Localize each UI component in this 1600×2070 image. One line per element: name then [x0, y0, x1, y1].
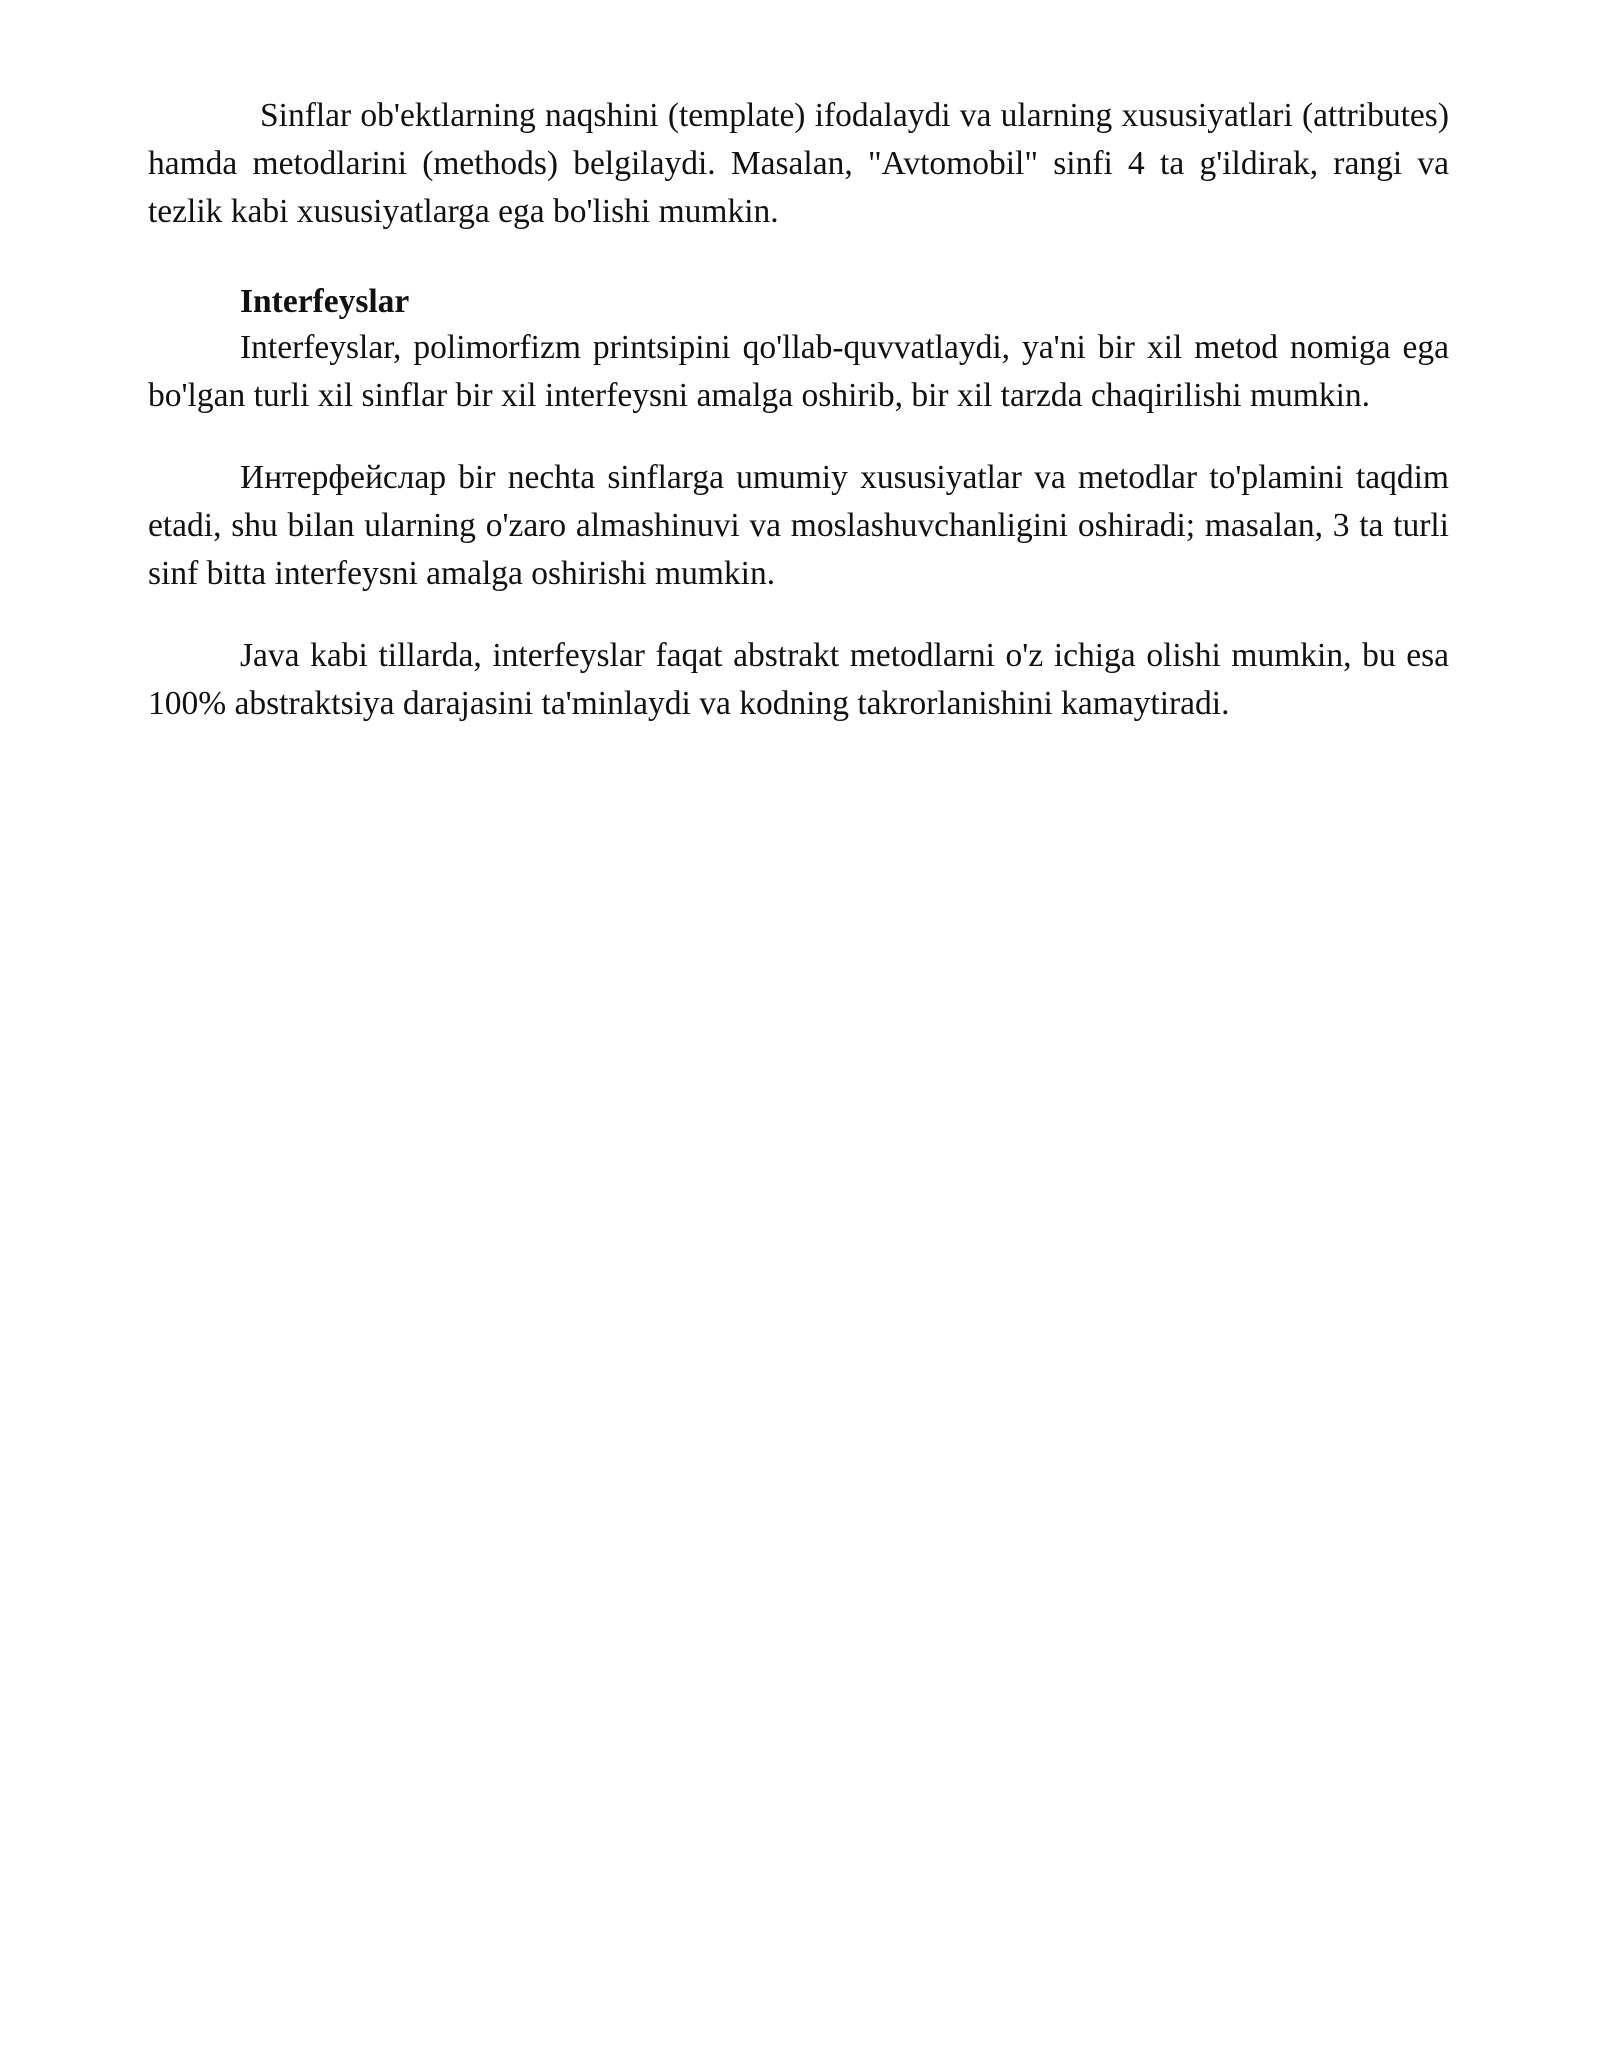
paragraph-interfaces-common: Интерфейслар bir nechta sinflarga umumiy xususiyatlar va metodlar to'plamini taqdim etadi, shu bilan ularning o'zaro almashinuvi va moslashuvchanligini oshiradi; masalan, 3 ta turli sinf bitta interfeysni amalga oshirishi mumkin.	[148, 459, 1449, 592]
paragraph-classes: Sinflar ob'ektlarning naqshini (template) ifodalaydi va ularning xususiyatlari (attributes) hamda metodlarini (methods) belgilaydi. Masalan, "Avtomobil" sinfi 4 ta g'ildirak, rangi va tezlik kabi xususiyatlarga ega bo'lishi mumkin.	[148, 97, 1449, 230]
section-heading-interfaces: Interfeyslar	[240, 283, 410, 320]
paragraph-polymorphism: Interfeyslar, polimorfizm printsipini qo'llab-quvvatlaydi, ya'ni bir xil metod nomiga ega bo'lgan turli xil sinflar bir xil interfeysni amalga oshirib, bir xil tarzda chaqirilishi mumkin.	[148, 329, 1449, 414]
document-body	[148, 92, 1449, 728]
paragraph-java-interfaces: Java kabi tillarda, interfeyslar faqat abstrakt metodlarni o'z ichiga olishi mumkin, bu esa 100% abstraktsiya darajasini ta'minlaydi va kodning takrorlanishini kamaytiradi.	[148, 637, 1449, 722]
